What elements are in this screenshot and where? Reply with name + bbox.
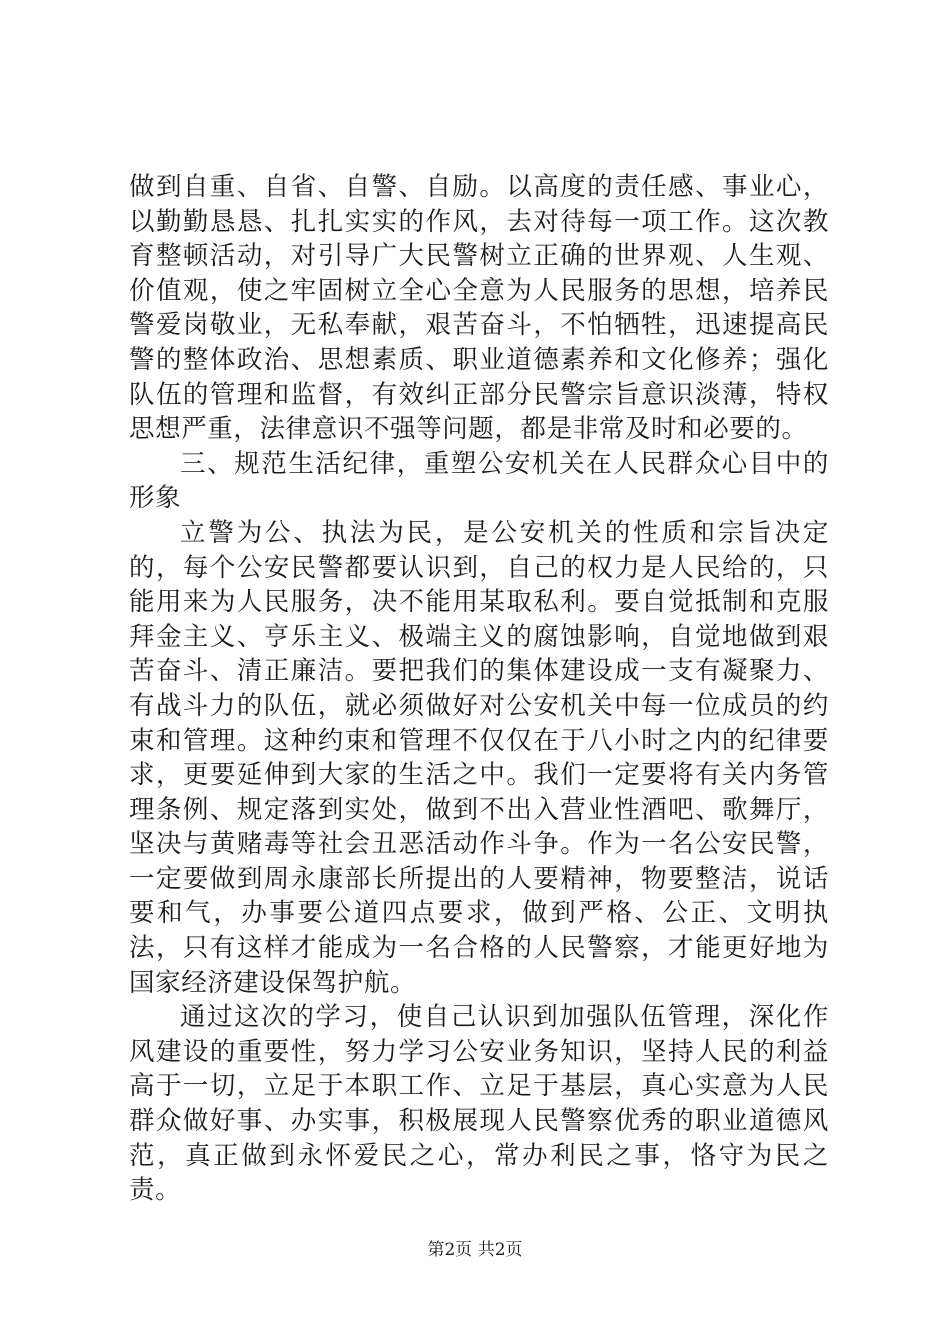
body-paragraph: 立警为公、执法为民，是公安机关的性质和宗旨决定的，每个公安民警都要认识到，自己的权力是人民给的，只能用来为人民服务，决不能用某取私利。要自觉抵制和克服拜金主义、亨乐主义、极端主义的腐蚀影响，自觉地做到艰苦奋斗、清正廉洁。要把我们的集体建设成一支有凝聚力、有战斗力的队伍，就必须做好对公安机关中每一位成员的约束和管理。这种约束和管理不仅仅在于八小时之内的纪律要求，更要延伸到大家的生活之中。我们一定要将有关内务管理条例、规定落到实处，做到不出入营业性酒吧、歌舞厅，坚决与黄赌毒等社会丑恶活动作斗争。作为一名公安民警，一定要做到周永康部长所提出的人要精神，物要整洁，说话要和气，办事要公道四点要求，做到严格、公正、文明执法，只有这样才能成为一名合格的人民警察，才能更好地为国家经济建设保驾护航。 xyxy=(129,517,829,998)
body-paragraph: 通过这次的学习，使自己认识到加强队伍管理，深化作风建设的重要性，努力学习公安业务知识，坚持人民的利益高于一切，立足于本职工作、立足于基层，真心实意为人民群众做好事、办实事，积极展现人民警察优秀的职业道德风范，真正做到永怀爱民之心，常办利民之事，恪守为民之责。 xyxy=(129,1002,829,1206)
document-body xyxy=(129,170,829,1208)
section-heading: 三、规范生活纪律，重塑公安机关在人民群众心目中的形象 xyxy=(129,448,829,514)
body-paragraph: 做到自重、自省、自警、自励。以高度的责任感、事业心，以勤勤恳恳、扎扎实实的作风，去对待每一项工作。这次教育整顿活动，对引导广大民警树立正确的世界观、人生观、价值观，使之牢固树立全心全意为人民服务的思想，培养民警爱岗敬业，无私奉献，艰苦奋斗，不怕牺牲，迅速提高民警的整体政治、思想素质、职业道德素养和文化修养；强化队伍的管理和监督，有效纠正部分民警宗旨意识淡薄，特权思想严重，法律意识不强等问题，都是非常及时和必要的。 xyxy=(129,172,829,445)
page-number: 第2页 共2页 xyxy=(427,1240,523,1260)
